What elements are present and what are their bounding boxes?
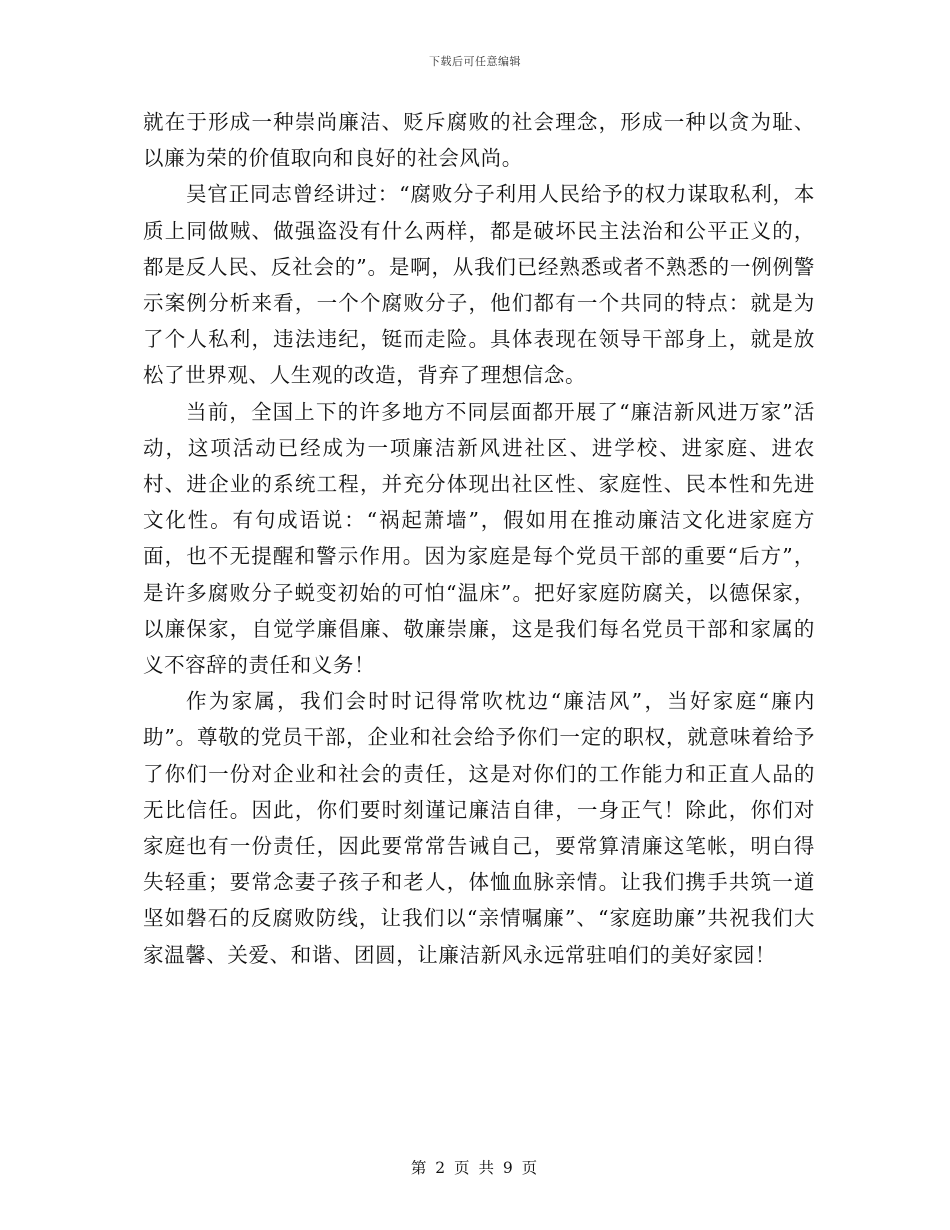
page-number-footer: 第 2 页 共 9 页 [410, 1159, 540, 1177]
paragraph-4: 作为家属，我们会时时记得常吹枕边“廉洁风”，当好家庭“廉内助”。尊敬的党员干部，企业和社会给予你们一定的职权，就意味着给予了你们一份对企业和社会的责任，这是对你们的工作能力和正直人品的无比信任。因此，你们要时刻谨记廉洁自律，一身正气！除此，你们对家庭也有一份责任，因此要常常告诫自己，要常算清廉这笔帐，明白得失轻重；要常念妻子孩子和老人，体恤血脉亲情。让我们携手共筑一道坚如磐石的反腐败防线，让我们以“亲情嘱廉”、“家庭助廉”共祝我们大家温馨、关爱、和谐、团圆，让廉洁新风永远常驻咱们的美好家园！ [143, 689, 815, 967]
document-body [143, 104, 815, 973]
paragraph-1: 就在于形成一种崇尚廉洁、贬斥腐败的社会理念，形成一种以贪为耻、以廉为荣的价值取向和良好的社会风尚。 [143, 110, 815, 171]
page-header: 下载后可任意编辑 [429, 55, 521, 68]
paragraph-2: 吴官正同志曾经讲过：“腐败分子利用人民给予的权力谋取私利，本质上同做贼、做强盗没有什么两样，都是破坏民主法治和公平正义的，都是反人民、反社会的”。是啊，从我们已经熟悉或者不熟悉的一例例警示案例分析来看，一个个腐败分子，他们都有一个共同的特点：就是为了个人私利，违法违纪，铤而走险。具体表现在领导干部身上，就是放松了世界观、人生观的改造，背弃了理想信念。 [143, 182, 815, 388]
paragraph-3: 当前，全国上下的许多地方不同层面都开展了“廉洁新风进万家”活动，这项活动已经成为一项廉洁新风进社区、进学校、进家庭、进农村、进企业的系统工程，并充分体现出社区性、家庭性、民本性和先进文化性。有句成语说：“祸起萧墙”，假如用在推动廉洁文化进家庭方面，也不无提醒和警示作用。因为家庭是每个党员干部的重要“后方”，是许多腐败分子蜕变初始的可怕“温床”。把好家庭防腐关，以德保家，以廉保家，自觉学廉倡廉、敬廉崇廉，这是我们每名党员干部和家属的义不容辞的责任和义务！ [143, 399, 815, 678]
